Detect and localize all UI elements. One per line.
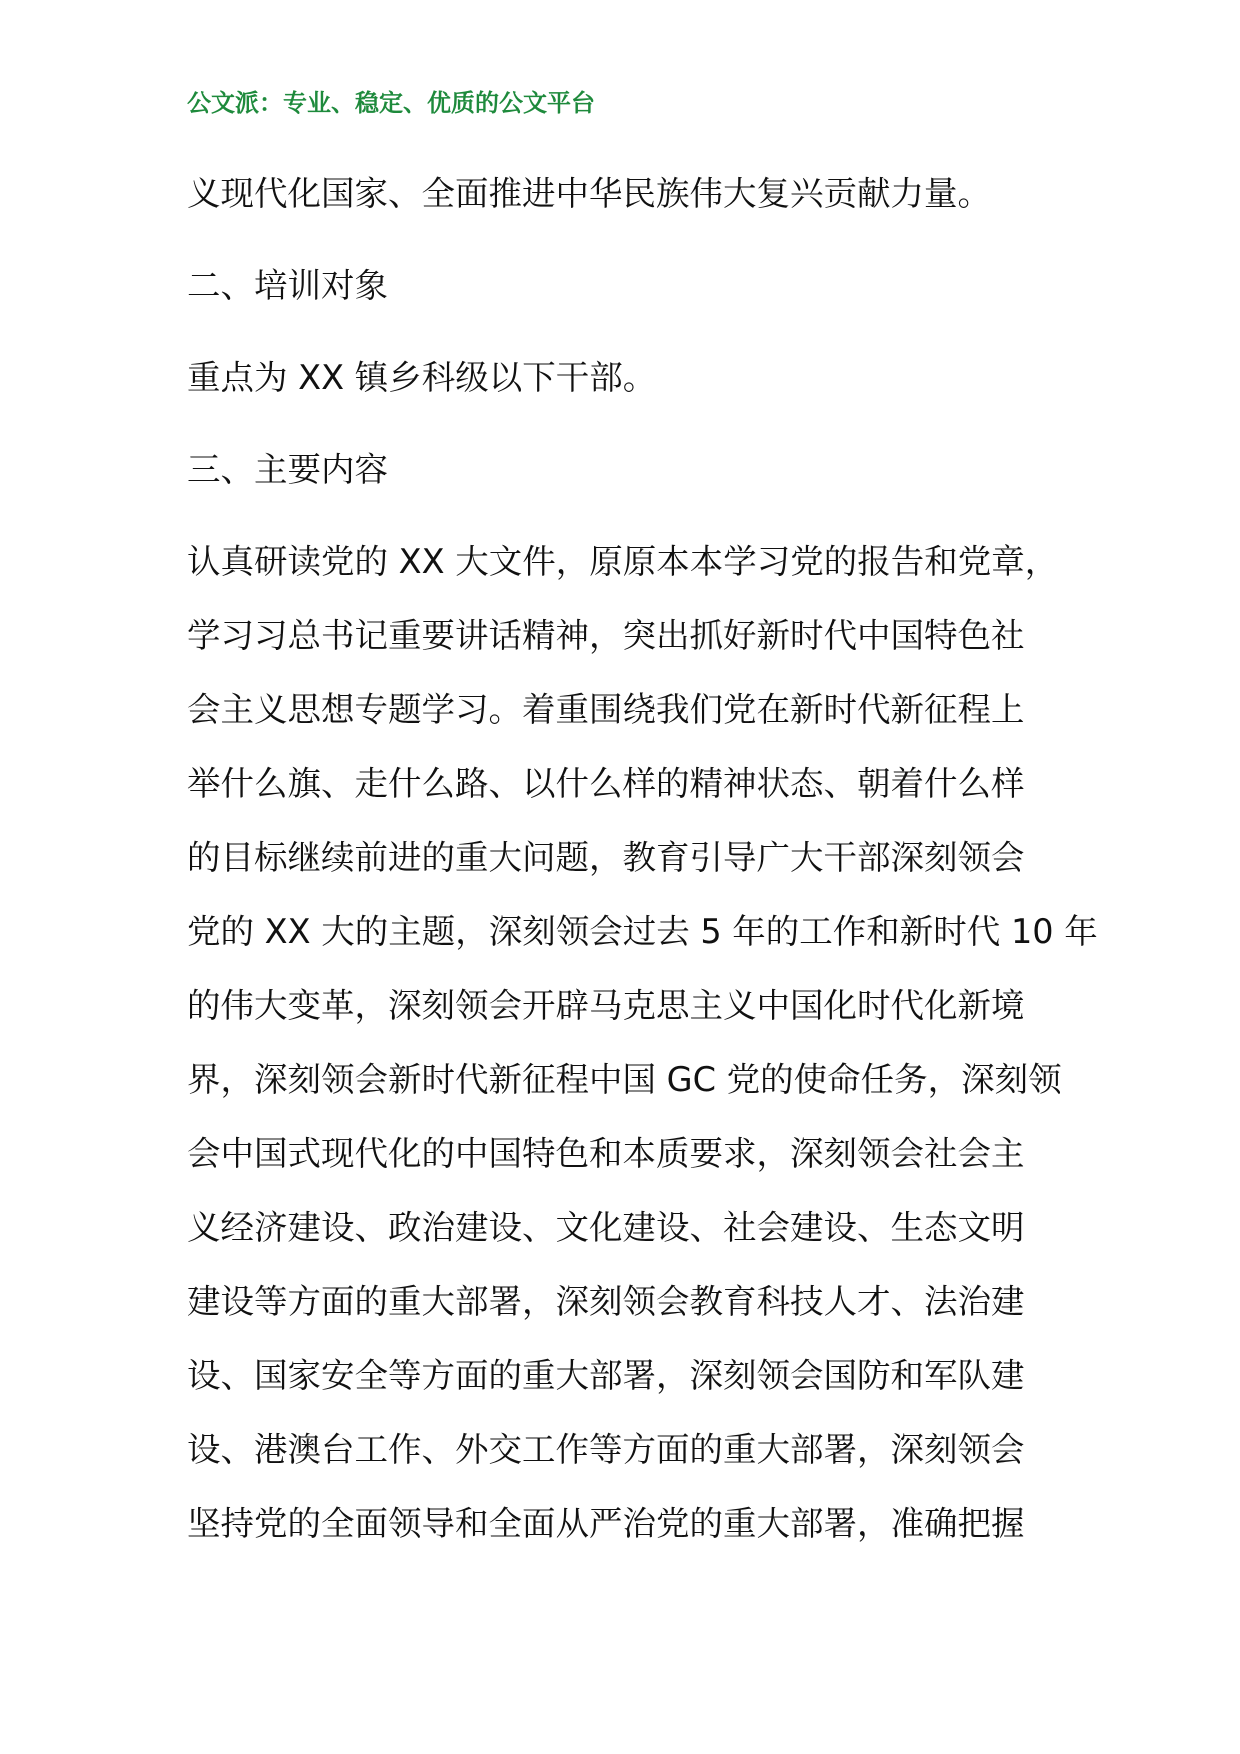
body-line: 设、港澳台工作、外交工作等方面的重大部署，深刻领会 — [187, 1430, 1025, 1469]
body-line: 义经济建设、政治建设、文化建设、社会建设、生态文明 — [187, 1208, 1025, 1247]
section-heading: 二、培训对象 — [187, 266, 388, 305]
body-line: 学习习总书记重要讲话精神，突出抓好新时代中国特色社 — [187, 616, 1025, 655]
body-line: 党的 XX 大的主题，深刻领会过去 5 年的工作和新时代 10 年 — [187, 912, 1098, 951]
body-line: 会主义思想专题学习。着重围绕我们党在新时代新征程上 — [187, 690, 1025, 729]
section-heading: 三、主要内容 — [187, 450, 388, 489]
body-line: 义现代化国家、全面推进中华民族伟大复兴贡献力量。 — [187, 174, 991, 213]
header-banner: 公文派：专业、稳定、优质的公文平台 — [187, 88, 595, 117]
body-line: 设、国家安全等方面的重大部署，深刻领会国防和军队建 — [187, 1356, 1025, 1395]
body-line: 认真研读党的 XX 大文件，原原本本学习党的报告和党章， — [187, 542, 1059, 581]
body-line: 举什么旗、走什么路、以什么样的精神状态、朝着什么样 — [187, 764, 1025, 803]
body-line: 界，深刻领会新时代新征程中国 GC 党的使命任务，深刻领 — [187, 1060, 1062, 1099]
body-line: 建设等方面的重大部署，深刻领会教育科技人才、法治建 — [187, 1282, 1025, 1321]
body-line: 会中国式现代化的中国特色和本质要求，深刻领会社会主 — [187, 1134, 1025, 1173]
body-line: 的目标继续前进的重大问题，教育引导广大干部深刻领会 — [187, 838, 1025, 877]
body-line: 坚持党的全面领导和全面从严治党的重大部署，准确把握 — [187, 1504, 1025, 1543]
body-line: 重点为 XX 镇乡科级以下干部。 — [187, 358, 657, 397]
body-line: 的伟大变革，深刻领会开辟马克思主义中国化时代化新境 — [187, 986, 1025, 1025]
